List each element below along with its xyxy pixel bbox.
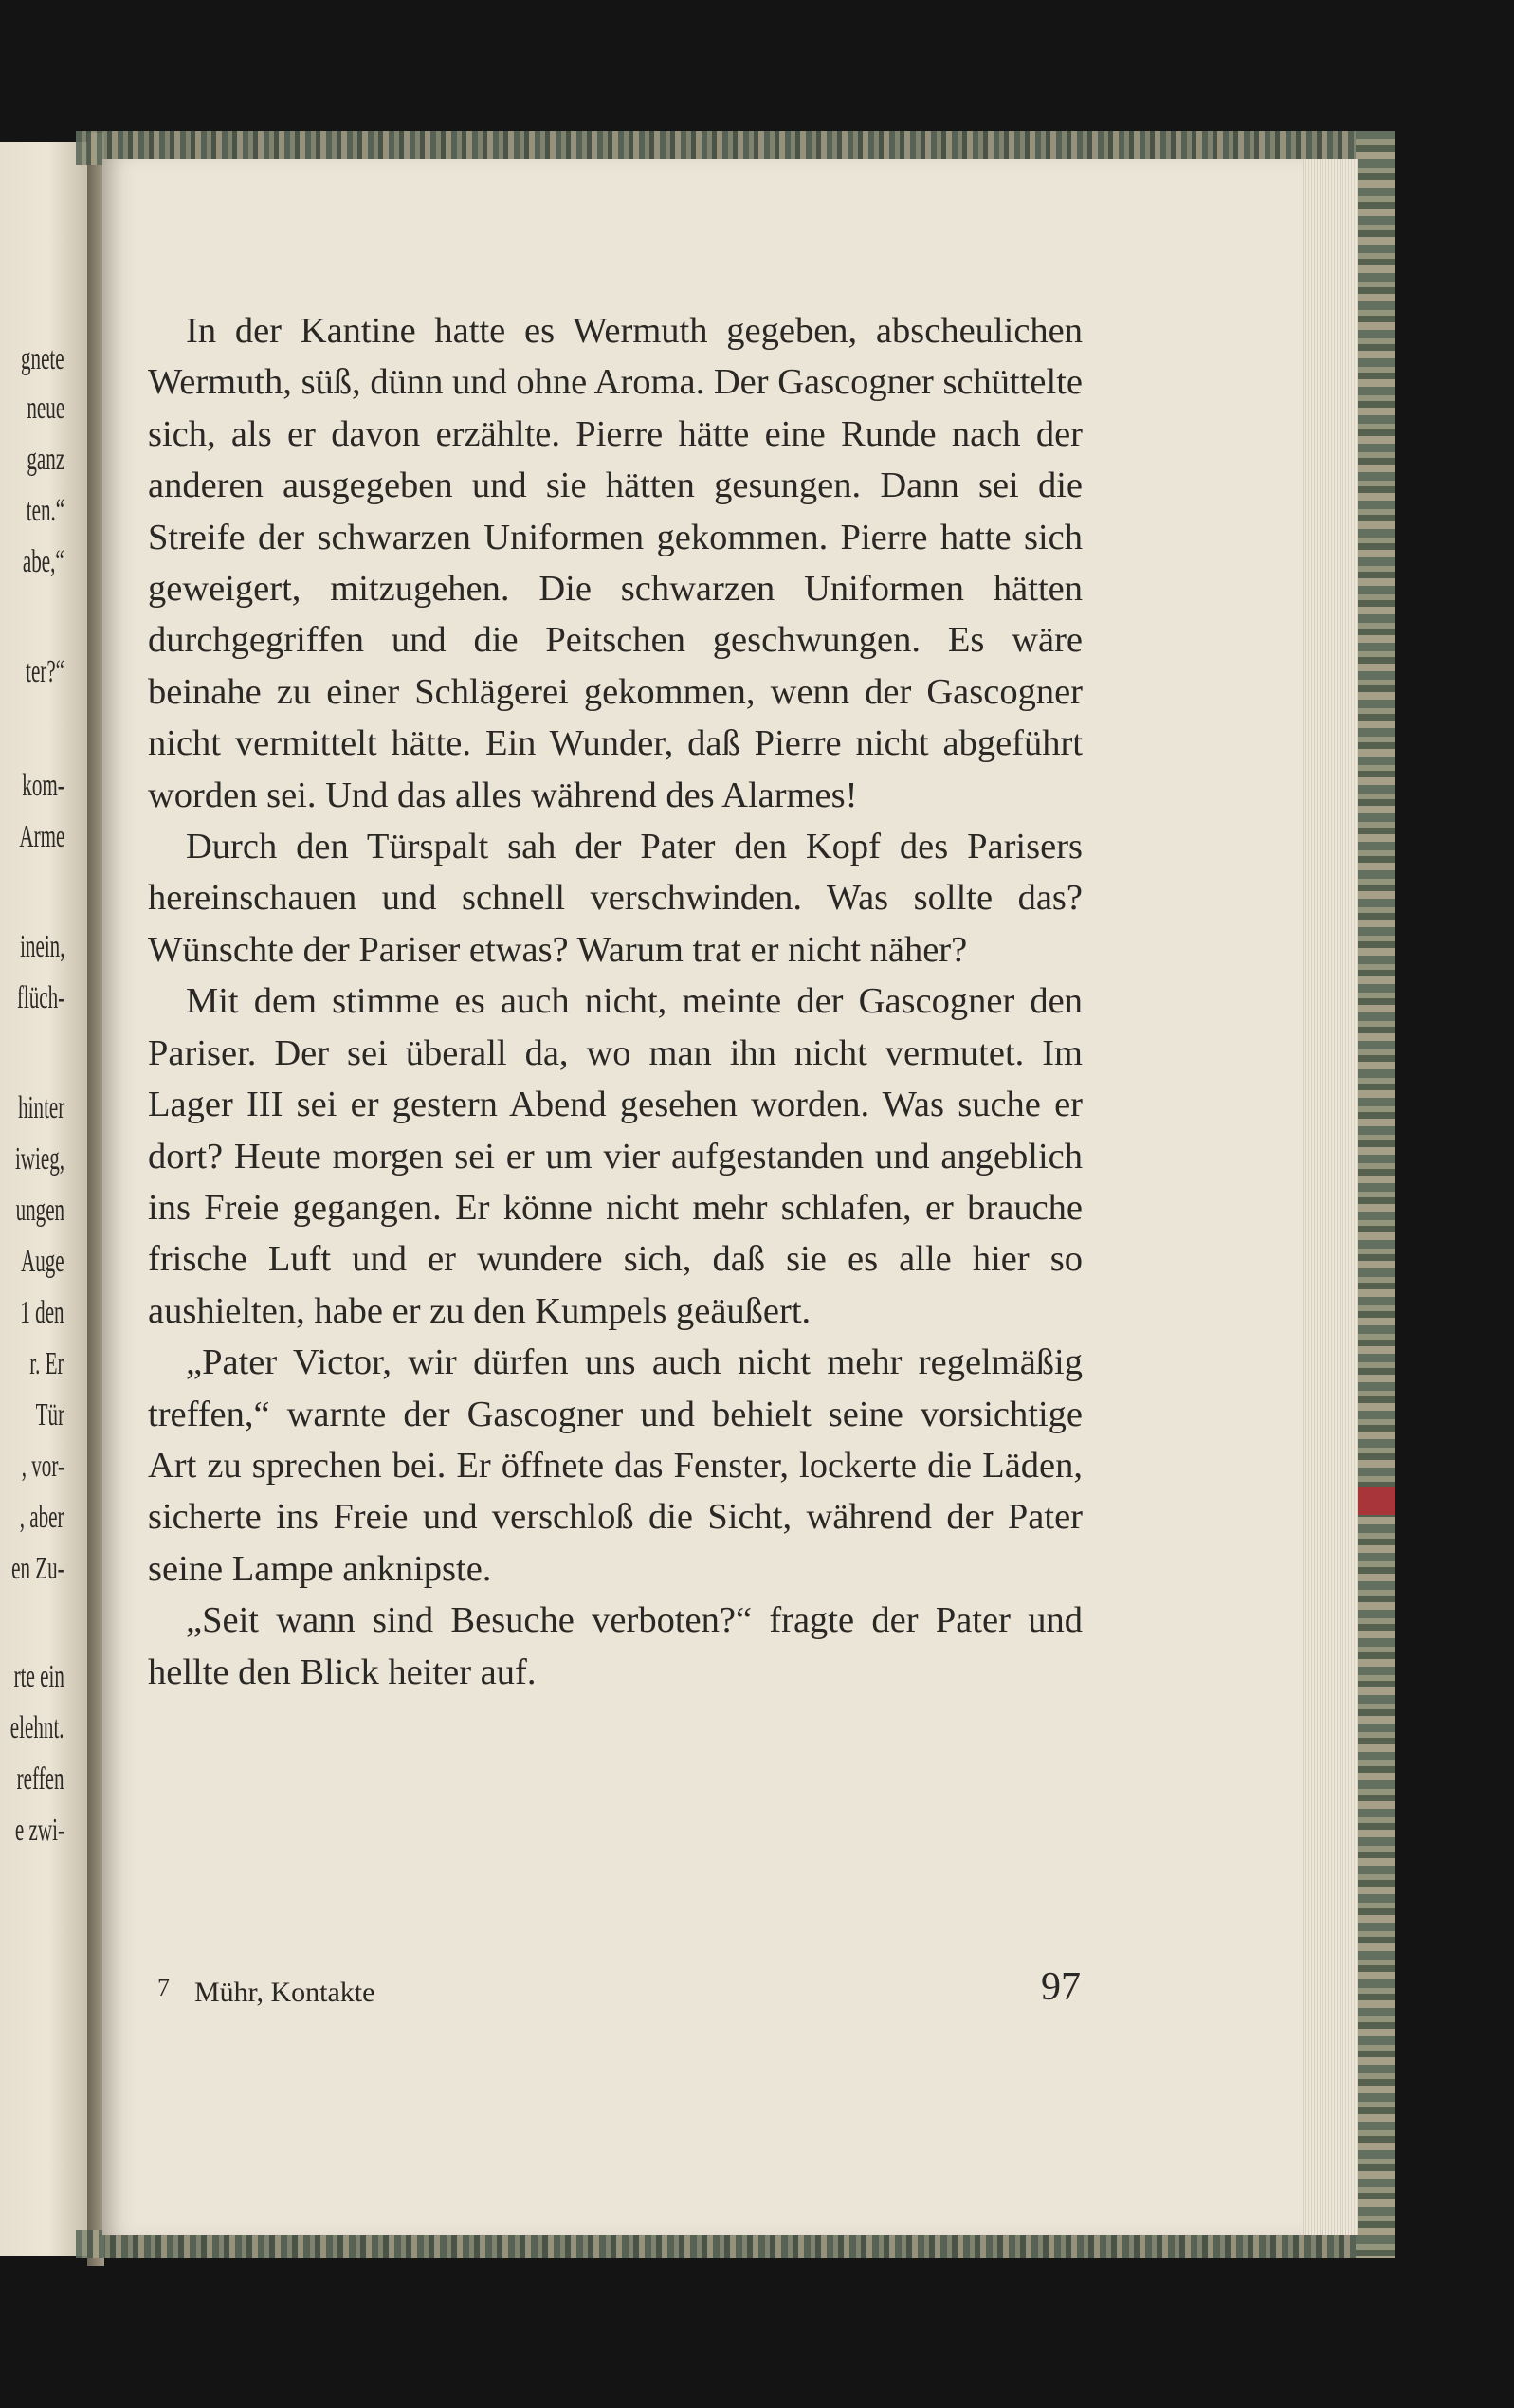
- left-page-edge: [0, 142, 87, 2256]
- page-number: 97: [1041, 1965, 1081, 2009]
- bookmark-ribbon: [1356, 1487, 1395, 1515]
- left-fragment: Arme: [18, 819, 64, 854]
- left-fragment: gnete: [21, 341, 64, 376]
- left-fragment: iwieg,: [14, 1141, 64, 1177]
- signature-text: Mühr, Kontakte: [194, 1977, 375, 2008]
- left-fragment: inein,: [19, 929, 64, 964]
- signature-line: [157, 1974, 375, 2009]
- left-fragment: ganz: [27, 442, 64, 477]
- left-fragment: kom-: [22, 768, 64, 803]
- left-fragment: rte ein: [13, 1659, 64, 1694]
- paragraph: In der Kantine hatte es Wermuth gegeben, abscheulichen Wermuth, süß, dünn und ohne Aroma. Der Gascogner schüttelte sich, als er davon erzählte. Pierre hätte eine Runde nach der anderen ausgegeben und sie hätten gesungen. Dann sei die Streife der schwarzen Uniformen gekommen. Pierre hatte sich geweigert, mitzugehen. Die schwarzen Uniformen hätten durchgegriffen und die Peitschen geschwungen. Es wäre beinahe zu einer Schlägerei gekommen, wenn der Gascogner nicht vermittelt hätte. Ein Wunder, daß Pierre nicht abgeführt worden sei. Und das alles während des Alarmes!: [148, 311, 1083, 815]
- left-fragment: elehnt.: [10, 1710, 64, 1745]
- left-fragment: , vor-: [21, 1449, 64, 1484]
- paragraph: Mit dem stimme es auch nicht, meinte der Gascogner den Pariser. Der sei überall da, wo man ihn nicht vermutet. Im Lager III sei er gestern Abend gesehen worden. Was suche er dort? Heute morgen sei er um vier aufgestanden und angeblich ins Freie gegangen. Er könne nicht mehr schlafen, er brauche frische Luft und er wundere sich, daß sie es alle hier so aushielten, habe er zu den Kumpels geäußert.: [148, 981, 1083, 1331]
- left-fragment: r. Er: [29, 1346, 64, 1381]
- paragraph: „Pater Victor, wir dürfen uns auch nicht mehr regelmäßig treffen,“ warnte der Gascogner und behielt seine vorsichtige Art zu sprechen bei. Er öffnete das Fenster, lockerte die Läden, sicherte ins Freie und verschloß die Sicht, während der Pater seine Lampe anknipste.: [148, 1342, 1083, 1589]
- paragraph: Durch den Türspalt sah der Pater den Kopf des Parisers hereinschauen und schnell verschwinden. Was sollte das? Wünschte der Pariser etwas? Warum trat er nicht näher?: [148, 827, 1083, 970]
- page-stack-edges: [1301, 159, 1358, 2235]
- left-fragment: ungen: [15, 1193, 64, 1228]
- left-fragment: , aber: [20, 1500, 64, 1535]
- left-fragment: Tür: [35, 1397, 64, 1432]
- left-fragment: Auge: [21, 1244, 64, 1279]
- left-fragment: e zwi-: [14, 1813, 64, 1848]
- page-body-text: [148, 305, 1083, 1698]
- left-fragment: flüch-: [16, 980, 64, 1015]
- left-fragment: ter?“: [26, 654, 64, 689]
- left-fragment: 1 den: [20, 1295, 64, 1330]
- left-fragment: neue: [27, 391, 64, 426]
- cover-edge-right: [1356, 131, 1395, 2258]
- left-fragment: abe,“: [23, 544, 64, 579]
- signature-number: 7: [157, 1974, 170, 2001]
- left-fragment: ten.“: [26, 493, 64, 528]
- left-fragment: en Zu-: [11, 1551, 64, 1586]
- left-fragment: hinter: [17, 1090, 64, 1125]
- paragraph: „Seit wann sind Besuche verboten?“ fragte der Pater und hellte den Blick heiter auf.: [148, 1600, 1083, 1692]
- left-fragment: reffen: [17, 1761, 64, 1797]
